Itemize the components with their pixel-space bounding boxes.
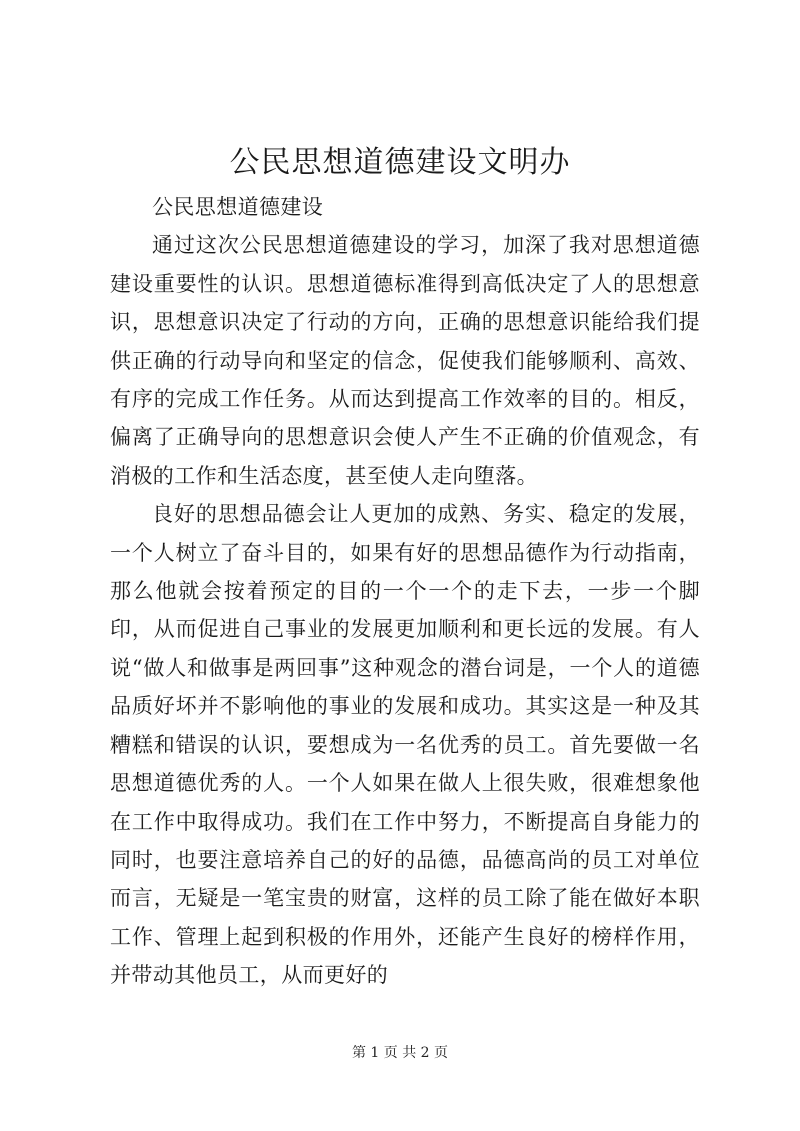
- document-body: [110, 188, 700, 995]
- page-footer: 第 1 页 共 2 页: [351, 1045, 449, 1061]
- body-paragraph: 通过这次公民思想道德建设的学习，加深了我对思想道德建设重要性的认识。思想道德标准得到高低决定了人的思想意识，思想意识决定了行动的方向，正确的思想意识能给我们提供正确的行动导向和坚定的信念，促使我们能够顺利、高效、有序的完成工作任务。从而达到提高工作效率的目的。相反，偏离了正确导向的思想意识会使人产生不正确的价值观念，有消极的工作和生活态度，甚至使人走向堕落。: [110, 233, 700, 488]
- document-title: 公民思想道德建设文明办: [229, 145, 571, 180]
- body-paragraph: 良好的思想品德会让人更加的成熟、务实、稳定的发展，一个人树立了奋斗目的，如果有好的思想品德作为行动指南，那么他就会按着预定的目的一个一个的走下去，一步一个脚印，从而促进自己事业的发展更加顺利和更长远的发展。有人说“做人和做事是两回事”这种观念的潜台词是，一个人的道德品质好坏并不影响他的事业的发展和成功。其实这是一种及其糟糕和错误的认识，要想成为一名优秀的员工。首先要做一名思想道德优秀的人。一个人如果在做人上很失败，很难想象他在工作中取得成功。我们在工作中努力，不断提高自身能力的同时，也要注意培养自己的好的品德，品德高尚的员工对单位而言，无疑是一笔宝贵的财富，这样的员工除了能在做好本职工作、管理上起到积极的作用外，还能产生良好的榜样作用，并带动其他员工，从而更好的: [110, 502, 700, 988]
- document-subtitle: 公民思想道德建设: [152, 195, 324, 219]
